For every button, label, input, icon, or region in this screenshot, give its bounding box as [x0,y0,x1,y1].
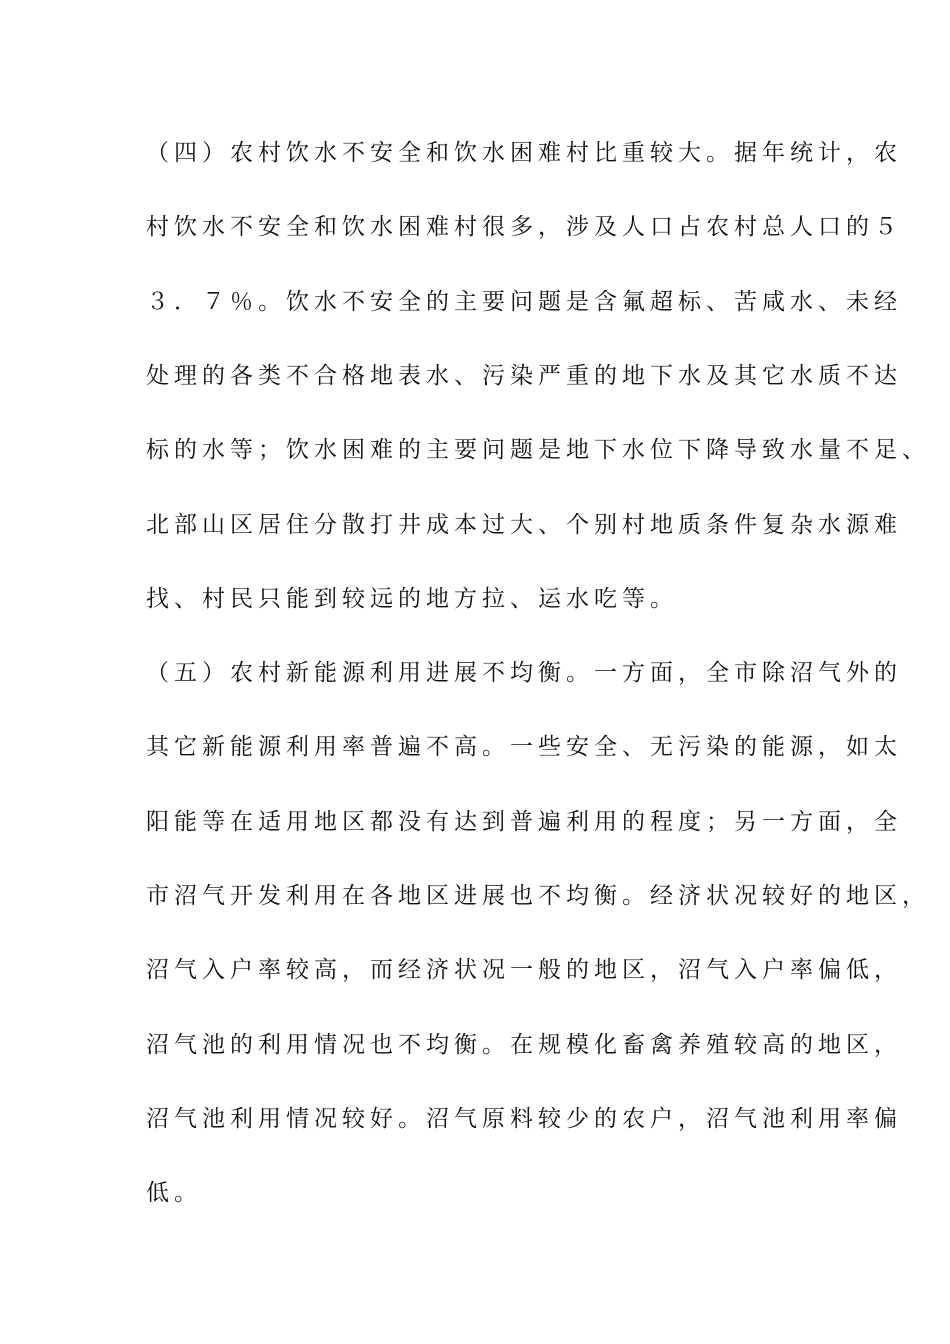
text-line: 村饮水不安全和饮水困难村很多，涉及人口占农村总人口的５ [146,214,902,240]
text-line: 处理的各类不合格地表水、污染严重的地下水及其它水质不达 [146,363,902,389]
text-line: 标的水等；饮水困难的主要问题是地下水位下降导致水量不足、 [146,437,930,463]
text-line: 北部山区居住分散打井成本过大、个别村地质条件复杂水源难 [146,512,902,538]
text-line: 阳能等在适用地区都没有达到普遍利用的程度；另一方面，全 [146,809,902,835]
text-line: 低。 [146,1180,202,1206]
text-line: 沼气池利用情况较好。沼气原料较少的农户，沼气池利用率偏 [146,1106,902,1132]
text-line: 市沼气开发利用在各地区进展也不均衡。经济状况较好的地区， [146,883,930,909]
text-line: （五）农村新能源利用进展不均衡。一方面，全市除沼气外的 [146,660,902,686]
text-line: ３．７％。饮水不安全的主要问题是含氟超标、苦咸水、未经 [146,289,902,315]
text-line: 沼气入户率较高，而经济状况一般的地区，沼气入户率偏低， [146,957,902,983]
text-line: （四）农村饮水不安全和饮水困难村比重较大。据年统计，农 [146,140,902,166]
text-line: 其它新能源利用率普遍不高。一些安全、无污染的能源，如太 [146,734,902,760]
text-line: 沼气池的利用情况也不均衡。在规模化畜禽养殖较高的地区， [146,1032,902,1058]
text-line: 找、村民只能到较远的地方拉、运水吃等。 [146,586,678,612]
